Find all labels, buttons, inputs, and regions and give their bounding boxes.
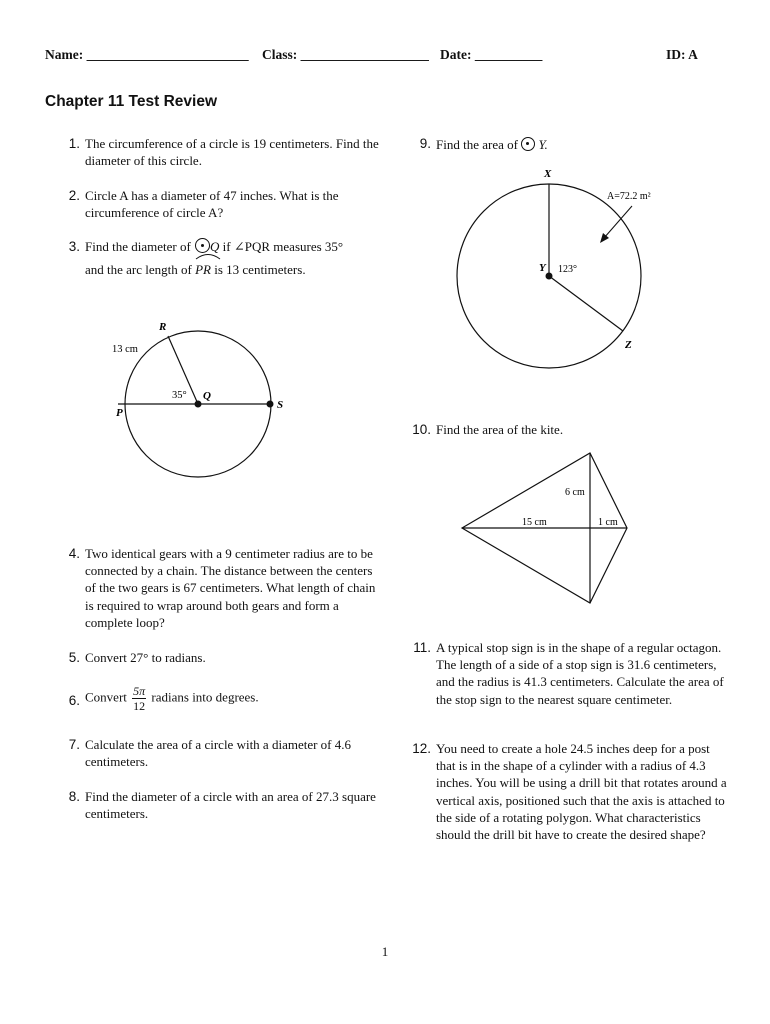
question-text: Calculate the area of a circle with a diameter of 4.6 centimeters.	[85, 737, 352, 770]
label-15cm: 15 cm	[522, 517, 547, 528]
name-field-label: Name: ________________________	[45, 47, 249, 62]
label-6cm: 6 cm	[565, 487, 585, 498]
question-text: Find the diameter of	[85, 239, 191, 254]
circle-dot-icon	[195, 238, 210, 253]
label-s: S	[277, 399, 284, 411]
label-q: Q	[203, 390, 211, 402]
center-point	[195, 401, 202, 408]
label-y: Y	[539, 262, 546, 274]
question-number: 1.	[68, 136, 80, 151]
question-text: and the arc length of	[85, 262, 192, 277]
question-number: 9.	[419, 136, 431, 151]
question-text: radians into degrees.	[151, 689, 259, 705]
fraction	[132, 684, 146, 713]
point-s	[267, 401, 274, 408]
question-number: 3.	[68, 239, 80, 254]
question-number: 6.	[68, 693, 80, 708]
class-field-label: Class: ___________________	[262, 47, 429, 62]
arc-mark-icon	[194, 252, 222, 260]
question-number: 8.	[68, 789, 80, 804]
page-number: 1	[381, 944, 389, 959]
label-angle: 123°	[558, 264, 577, 275]
question-number: 7.	[68, 737, 80, 752]
circle-name: Y.	[538, 137, 548, 152]
question-text: Convert 27° to radians.	[85, 650, 206, 665]
date-field-label: Date: __________	[440, 47, 543, 62]
label-r: R	[159, 321, 167, 333]
circle-dot-icon	[521, 137, 535, 151]
label-angle: 35°	[172, 390, 187, 401]
question-number: 11.	[413, 640, 431, 655]
question-number: 5.	[68, 650, 80, 665]
question-number: 12.	[412, 741, 431, 756]
area-pointer-line	[604, 206, 632, 238]
question-text: Convert	[85, 689, 127, 705]
radius-yz	[549, 276, 623, 331]
circle-name: Q	[210, 239, 220, 254]
label-1cm: 1 cm	[598, 517, 618, 528]
arc-name: PR	[195, 262, 211, 277]
label-arc-length: 13 cm	[112, 344, 138, 355]
question-text: The circumference of a circle is 19 centimeters. Find the diameter of this circle.	[85, 136, 379, 169]
test-id: ID: A	[666, 47, 698, 62]
fraction-denominator: 12	[133, 699, 146, 713]
question-number: 4.	[68, 546, 80, 561]
arc-notation	[195, 258, 211, 281]
question-text: You need to create a hole 24.5 inches deep for a post that is in the shape of a cylinder with a radius of 4.3 inches. You will be using a drill bit that rotates around a vertical axis, positioned such that the axis is attached to the side of a rotating polygon. What characteristics should the drill bit have to create the desired shape?	[436, 741, 727, 843]
question-number: 2.	[68, 188, 80, 203]
page-title: Chapter 11 Test Review	[45, 93, 218, 110]
question-text: Find the area of	[436, 137, 518, 152]
figure-circle-y	[452, 162, 667, 372]
label-area: A=72.2 m²	[607, 191, 651, 202]
fraction-numerator: 5π	[133, 684, 146, 698]
figure-kite	[455, 448, 640, 608]
question-text: Two identical gears with a 9 centimeter radius are to be connected by a chain. The distance between the centers of the two gears is 67 centimeters. What length of chain is required to wrap around both gears and form a complete loop?	[85, 546, 376, 630]
question-text: A typical stop sign is in the shape of a regular octagon. The length of a side of a stop sign is 31.6 centimeters, and the radius is 41.3 centimeters. Calculate the area of the stop sign to the nearest square centimeter.	[436, 640, 724, 707]
label-x: X	[544, 168, 552, 180]
figure-circle-q	[108, 318, 298, 488]
label-p: P	[116, 407, 123, 419]
question-number: 10.	[412, 422, 431, 437]
question-text: if ∠PQR measures 35°	[222, 239, 344, 254]
label-z: Z	[625, 339, 632, 351]
question-text: is 13 centimeters.	[214, 262, 306, 277]
center-point	[546, 273, 553, 280]
question-text: Circle A has a diameter of 47 inches. What is the circumference of circle A?	[85, 188, 339, 221]
question-text: Find the area of the kite.	[436, 422, 564, 437]
question-text: Find the diameter of a circle with an area of 27.3 square centimeters.	[85, 789, 376, 822]
